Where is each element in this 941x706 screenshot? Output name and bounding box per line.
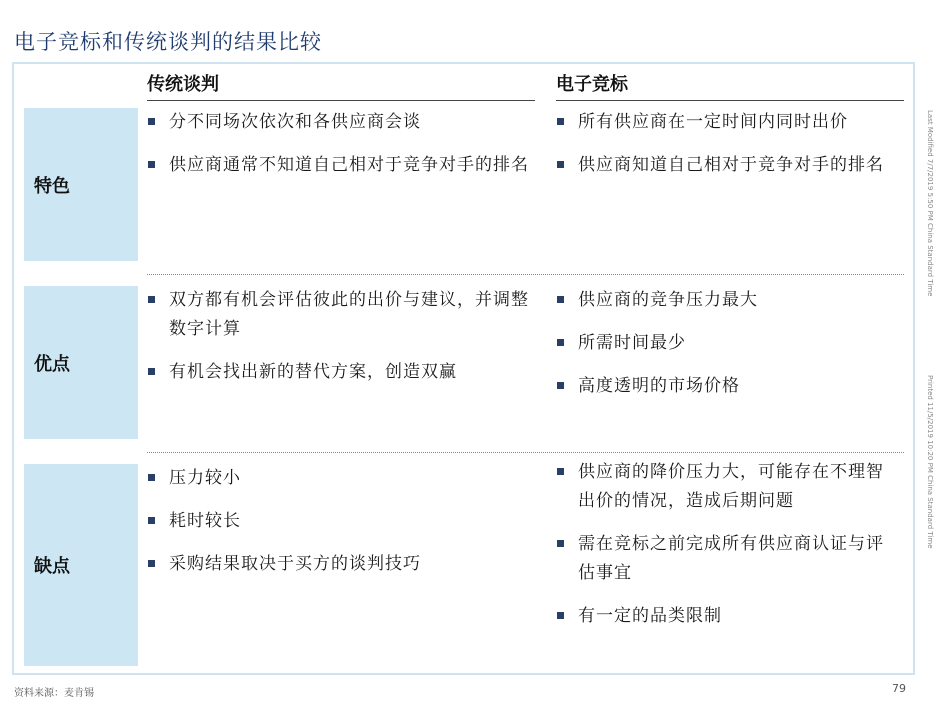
bullet-icon: [557, 540, 564, 547]
bullet-icon: [557, 612, 564, 619]
row-label-disadvantages: 缺点: [24, 464, 138, 666]
bullet-icon: [557, 382, 564, 389]
row-label-features: 特色: [24, 108, 138, 261]
list-item: [556, 602, 894, 631]
bullet-icon: [148, 161, 155, 168]
bullet-icon: [148, 296, 155, 303]
list-item-text: 采购结果取决于买方的谈判技巧: [169, 554, 421, 574]
list-item: [556, 151, 894, 180]
list-item: [147, 108, 532, 137]
row-label-advantages: 优点: [24, 286, 138, 439]
list-item-text: 供应商的竞争压力最大: [578, 290, 758, 310]
list-item-text: 所需时间最少: [578, 333, 686, 353]
bullet-icon: [148, 474, 155, 481]
source-note: 资料来源：麦肯锡: [14, 688, 94, 699]
list-item: [147, 151, 532, 180]
bullet-icon: [557, 161, 564, 168]
last-modified-note: Last Modified 7/7/2019 5:50 PM China Standard Time: [926, 110, 934, 297]
list-item-text: 供应商通常不知道自己相对于竞争对手的排名: [169, 155, 529, 175]
bullet-icon: [557, 118, 564, 125]
bullet-icon: [148, 368, 155, 375]
cell-advantages-electronic: [556, 286, 894, 415]
column-header-electronic: 电子竞标: [556, 70, 904, 101]
list-item-text: 供应商知道自己相对于竞争对手的排名: [578, 155, 884, 175]
bullet-icon: [557, 339, 564, 346]
list-item-text: 有一定的品类限制: [578, 606, 722, 626]
cell-features-traditional: [147, 108, 532, 194]
list-item-text: 所有供应商在一定时间内同时出价: [578, 112, 848, 132]
column-header-traditional: 传统谈判: [147, 70, 535, 101]
list-item-text: 高度透明的市场价格: [578, 376, 740, 396]
list-item: [556, 372, 894, 401]
bullet-icon: [148, 517, 155, 524]
list-item-text: 分不同场次依次和各供应商会谈: [169, 112, 421, 132]
list-item: [147, 358, 532, 387]
list-item: [556, 286, 894, 315]
row-divider: [147, 274, 904, 275]
cell-disadvantages-traditional: [147, 464, 532, 593]
list-item-text: 耗时较长: [169, 511, 241, 531]
list-item-text: 有机会找出新的替代方案，创造双赢: [169, 362, 457, 382]
printed-note: Printed 11/5/2019 10:20 PM China Standard Time: [926, 375, 934, 549]
cell-features-electronic: [556, 108, 894, 194]
list-item: [147, 286, 532, 344]
list-item: [556, 530, 894, 588]
cell-disadvantages-electronic: [556, 458, 894, 645]
list-item: [147, 464, 532, 493]
list-item: [556, 108, 894, 137]
list-item: [556, 329, 894, 358]
bullet-icon: [557, 296, 564, 303]
page-title: 电子竞标和传统谈判的结果比较: [14, 30, 322, 54]
list-item: [556, 458, 894, 516]
list-item: [147, 550, 532, 579]
bullet-icon: [557, 468, 564, 475]
page-number: 79: [892, 682, 906, 695]
bullet-icon: [148, 560, 155, 567]
cell-advantages-traditional: [147, 286, 532, 401]
list-item: [147, 507, 532, 536]
bullet-icon: [148, 118, 155, 125]
list-item-text: 压力较小: [169, 468, 241, 488]
row-divider: [147, 452, 904, 453]
list-item-text: 需在竞标之前完成所有供应商认证与评估事宜: [578, 534, 884, 583]
list-item-text: 供应商的降价压力大，可能存在不理智出价的情况，造成后期问题: [578, 462, 884, 511]
list-item-text: 双方都有机会评估彼此的出价与建议，并调整数字计算: [169, 290, 529, 339]
